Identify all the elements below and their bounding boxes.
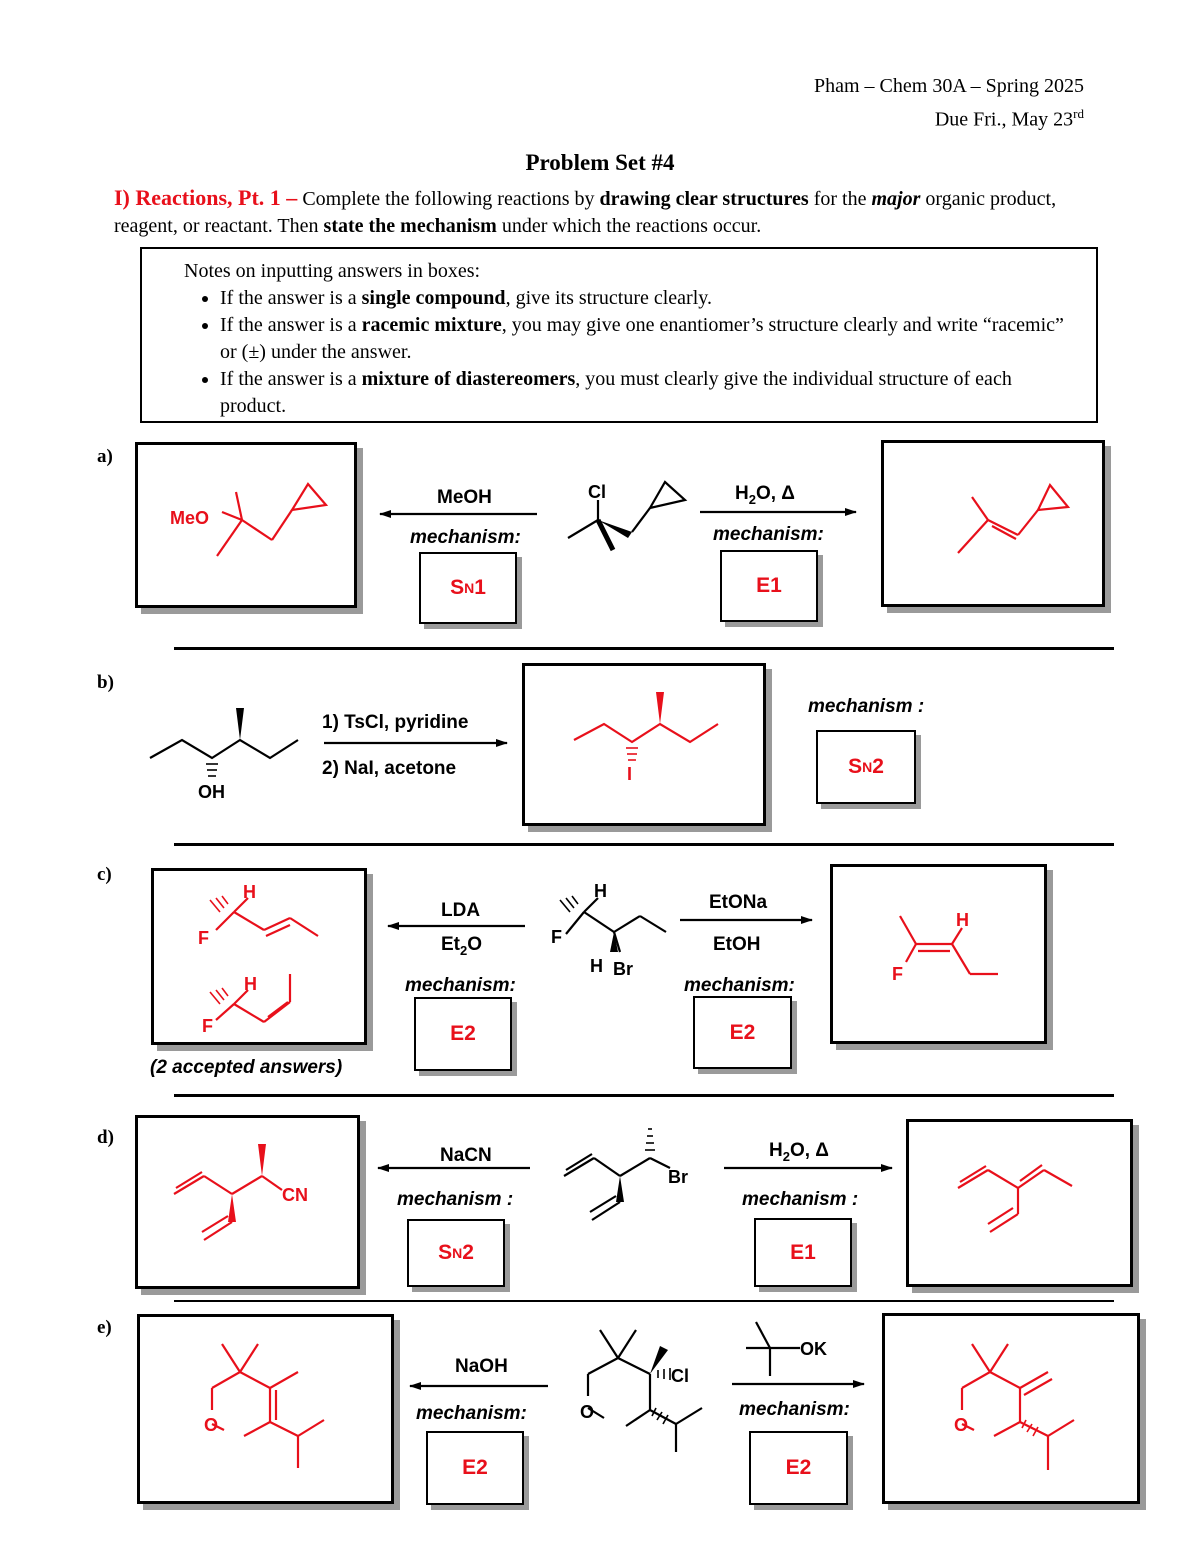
mechanism-label-a-left: mechanism: bbox=[410, 527, 521, 548]
mechanism-box-b[interactable]: S N 2 bbox=[816, 730, 916, 804]
reagent-d-left: NaCN bbox=[440, 1145, 492, 1166]
mechanism-label-c-left: mechanism: bbox=[405, 975, 516, 996]
mechanism-box-a-left[interactable]: S N 1 bbox=[419, 552, 517, 624]
atom-f: F bbox=[198, 928, 209, 948]
instructions: I) Reactions, Pt. 1 – Complete the following reactions by drawing clear structures for the major organic product, reagent, or reactant. Then state the mechanism under which the reactions occur. bbox=[114, 185, 1057, 237]
structure-b-reactant bbox=[150, 708, 298, 776]
reagent-c-left-2: $Et_2O$ bbox=[441, 934, 483, 958]
atom-f: F bbox=[551, 927, 562, 947]
mechanism-box-d-right[interactable]: E1 bbox=[754, 1218, 852, 1287]
mechanism-label-c-right: mechanism: bbox=[684, 975, 795, 996]
section-heading: I) Reactions, Pt. 1 – bbox=[114, 185, 298, 210]
mechanism-box-e-left[interactable]: E2 bbox=[426, 1431, 524, 1505]
atom-meo: MeO bbox=[170, 508, 210, 528]
mechanism-label-d-left: mechanism : bbox=[397, 1189, 514, 1210]
note-item: • If the answer is a mixture of diastereomers, you must clearly give the individual structure of each product. bbox=[220, 366, 1082, 420]
mechanism-label-e-right: mechanism: bbox=[739, 1399, 850, 1420]
structure-a-reactant bbox=[568, 482, 685, 550]
structure-c-right-product bbox=[900, 916, 998, 974]
mechanism-label-d-right: mechanism : bbox=[742, 1189, 859, 1210]
atom-h: H bbox=[244, 974, 257, 994]
structure-d-left-product bbox=[174, 1144, 282, 1240]
atom-oh: OH bbox=[198, 782, 225, 802]
problem-label-a: a) bbox=[97, 446, 113, 467]
structure-e-tbuok bbox=[746, 1322, 800, 1376]
reagent-b-step2: 2) NaI, acetone bbox=[322, 758, 457, 779]
reagent-a-right: $H_2O$, Δ bbox=[735, 483, 795, 507]
problem-label-e: e) bbox=[97, 1317, 112, 1338]
reagent-c-right-2: EtOH bbox=[713, 934, 761, 955]
problem-label-d: d) bbox=[97, 1127, 114, 1148]
structure-b-product bbox=[574, 692, 718, 760]
atom-br: Br bbox=[613, 959, 634, 979]
atom-i: I bbox=[627, 764, 633, 784]
atom-cn: CN bbox=[282, 1185, 308, 1205]
atom-h: H bbox=[956, 910, 969, 930]
atom-f: F bbox=[202, 1016, 213, 1036]
atom-f: F bbox=[892, 964, 903, 984]
reagent-e-left: NaOH bbox=[455, 1356, 508, 1377]
reagent-e-right: OK bbox=[800, 1339, 827, 1359]
structure-e-left-product bbox=[212, 1344, 324, 1468]
problem-label-b: b) bbox=[97, 672, 114, 693]
structure-c-left-products bbox=[210, 896, 318, 1022]
structure-d-right-product bbox=[958, 1165, 1072, 1232]
note-item: • If the answer is a single compound, give its structure clearly. bbox=[220, 285, 1082, 312]
mechanism-box-d-left[interactable]: S N 2 bbox=[407, 1219, 505, 1287]
reagent-d-right: $H_2O$, Δ bbox=[769, 1140, 829, 1164]
reagent-c-right-1: EtONa bbox=[709, 892, 768, 913]
atom-o: O bbox=[204, 1415, 219, 1435]
atom-br: Br bbox=[668, 1167, 689, 1187]
mechanism-label-a-right: mechanism: bbox=[713, 524, 824, 545]
atom-cl: Cl bbox=[671, 1366, 689, 1386]
atom-cl: Cl bbox=[588, 482, 606, 502]
structure-e-reactant bbox=[588, 1330, 702, 1452]
due-date: Due Fri., May 23rd bbox=[934, 106, 1084, 131]
mechanism-label-b: mechanism : bbox=[808, 696, 925, 717]
structure-c-reactant bbox=[560, 896, 666, 952]
structure-a-right-product bbox=[958, 485, 1068, 553]
note-item: • If the answer is a racemic mixture, you may give one enantiomer’s structure clearly and write “racemic” or (±) under the answer. bbox=[220, 312, 1082, 366]
reagent-c-left-1: LDA bbox=[441, 900, 481, 921]
mechanism-box-e-right[interactable]: E2 bbox=[749, 1431, 848, 1505]
course-line: Pham – Chem 30A – Spring 2025 bbox=[813, 75, 1084, 97]
problem-label-c: c) bbox=[97, 864, 112, 885]
atom-h: H bbox=[594, 881, 607, 901]
reagent-a-left: MeOH bbox=[437, 487, 492, 508]
mechanism-box-c-right[interactable]: E2 bbox=[693, 996, 792, 1069]
structure-a-left-product bbox=[217, 484, 326, 556]
mechanism-box-a-right[interactable]: E1 bbox=[720, 550, 818, 622]
reagent-b-step1: 1) TsCl, pyridine bbox=[322, 712, 469, 733]
structure-e-right-product bbox=[962, 1344, 1074, 1470]
page-title: Problem Set #4 bbox=[525, 150, 675, 175]
mechanism-box-c-left[interactable]: E2 bbox=[414, 997, 512, 1071]
atom-o: O bbox=[580, 1402, 595, 1422]
mechanism-label-e-left: mechanism: bbox=[416, 1403, 527, 1424]
atom-h: H bbox=[590, 956, 603, 976]
accepted-answers-note: (2 accepted answers) bbox=[150, 1057, 343, 1078]
atom-h: H bbox=[243, 882, 256, 902]
notes-heading: Notes on inputting answers in boxes: bbox=[184, 260, 481, 282]
structure-d-reactant bbox=[564, 1129, 670, 1220]
atom-o: O bbox=[954, 1415, 969, 1435]
